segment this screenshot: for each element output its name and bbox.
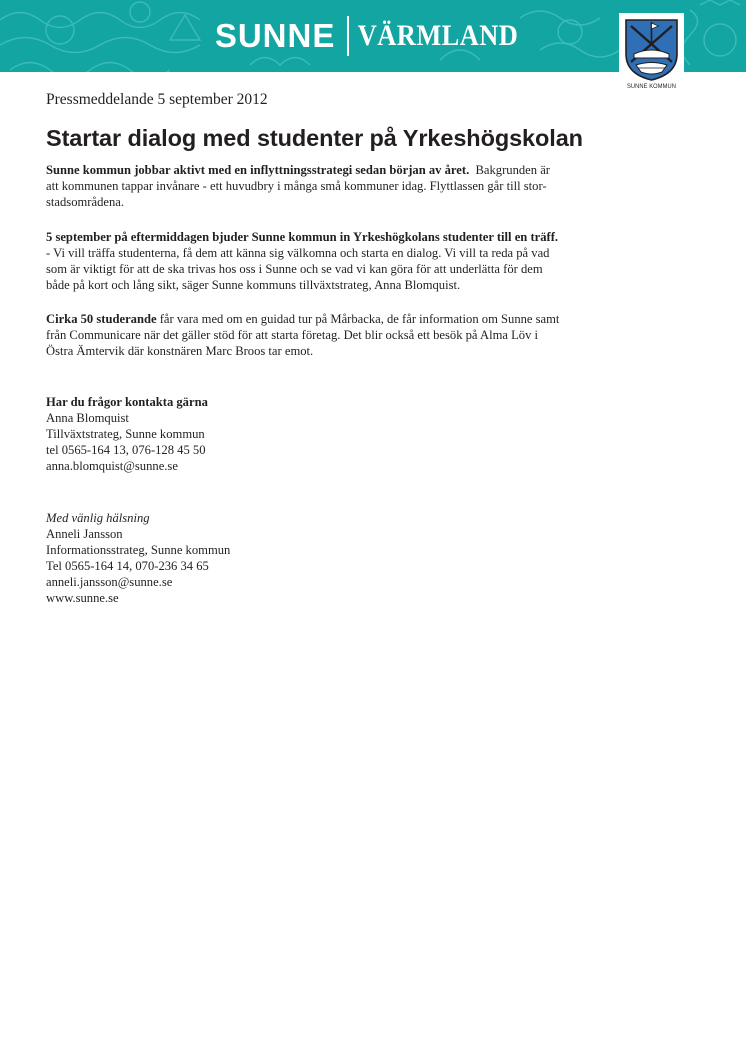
crest-label: SUNNE KOMMUN [626, 83, 677, 90]
paragraph-visit-line-2: från Communicare när det gäller stöd för att starta företag. Det blir också ett besök på Alma Löv i [46, 328, 539, 342]
paragraph-intro-line-2: att kommunen tappar invånare - ett huvudbry i många små kommuner idag. Flyttlassen går till stor- [46, 179, 547, 193]
paragraph-visit-lead: Cirka 50 studerande [46, 312, 157, 326]
paragraph-event-line-4: både på kort och lång sikt, säger Sunne kommuns tillväxtstrateg, Anna Blomquist. [46, 278, 461, 292]
paragraph-event-line-3: som är viktigt för att de ska trivas hos oss i Sunne och se vad vi kan göra för att underlätta för dem [46, 262, 543, 276]
contact-block [46, 394, 616, 474]
signoff-greeting: Med vänlig hälsning [46, 511, 150, 525]
signoff-block [46, 510, 616, 606]
paragraph-visit-line-1-rest: får vara med om en guidad tur på Mårbacka, de får information om Sunne samt [159, 312, 560, 326]
paragraph-event-lead: 5 september på eftermiddagen bjuder Sunne kommun in Yrkeshögkolans studenter till en träff. [46, 230, 559, 244]
page-title: Startar dialog med studenter på Yrkeshögskolan [46, 125, 583, 151]
contact-heading: Har du frågor kontakta gärna [46, 395, 208, 409]
brand-sunne: SUNNE [214, 17, 336, 54]
signoff-phone: Tel 0565-164 14, 070-236 34 65 [46, 559, 209, 573]
brand-varmland: VÄRMLAND [357, 19, 519, 52]
paragraph-visit [46, 311, 616, 359]
contact-phone: tel 0565-164 13, 076-128 45 50 [46, 443, 206, 457]
contact-email[interactable]: anna.blomquist@sunne.se [46, 459, 178, 473]
paragraph-event [46, 229, 616, 293]
crest-shield-icon [624, 18, 679, 82]
press-release-dateline: Pressmeddelande 5 september 2012 [46, 91, 268, 108]
signoff-name: Anneli Jansson [46, 527, 123, 541]
signoff-website-link[interactable]: www.sunne.se [46, 591, 119, 605]
municipal-crest [619, 13, 684, 94]
signoff-email[interactable]: anneli.jansson@sunne.se [46, 575, 173, 589]
paragraph-visit-line-1 [46, 311, 616, 327]
paragraph-intro-line-3: stadsområdena. [46, 195, 124, 209]
paragraph-intro-line-1-rest: Bakgrunden är [475, 163, 551, 177]
contact-name: Anna Blomquist [46, 411, 129, 425]
signoff-title: Informationsstrateg, Sunne kommun [46, 543, 231, 557]
paragraph-visit-line-3: Östra Ämtervik där konstnären Marc Broos tar emot. [46, 344, 314, 358]
contact-title: Tillväxtstrateg, Sunne kommun [46, 427, 205, 441]
paragraph-intro-lead: Sunne kommun jobbar aktivt med en inflyttningsstrategi sedan början av året. [46, 163, 470, 177]
paragraph-intro [46, 162, 616, 210]
paragraph-intro-line-1 [46, 162, 616, 178]
paragraph-event-line-2: - Vi vill träffa studenterna, få dem att känna sig välkomna och starta en dialog. Vi vill ta reda på vad [46, 246, 550, 260]
